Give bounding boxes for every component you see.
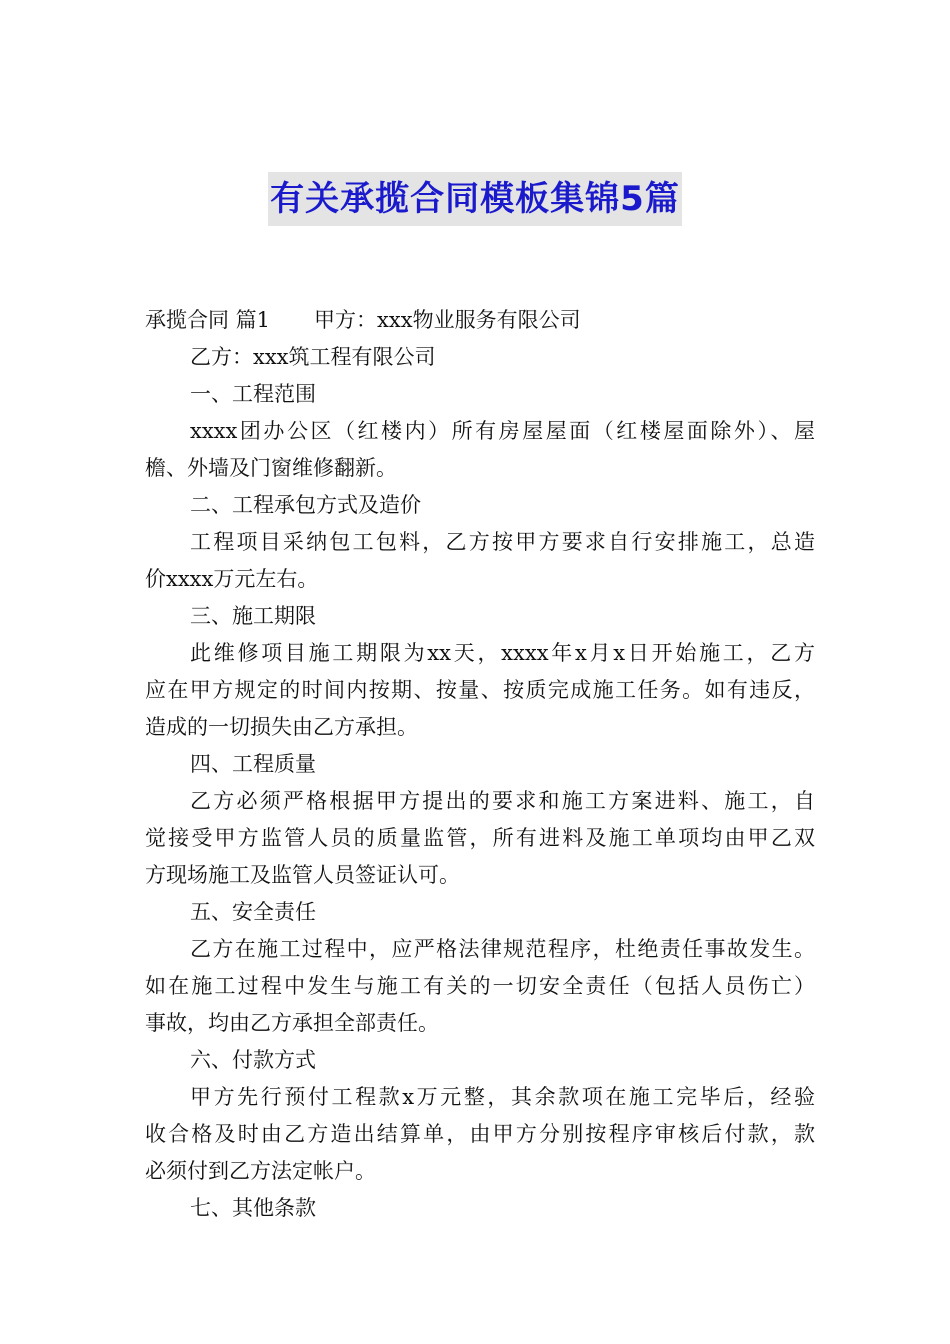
paragraph-line: 收合格及时由乙方造出结算单，由甲方分别按程序审核后付款，款	[145, 1122, 815, 1146]
section-heading: 七、其他条款	[190, 1196, 316, 1220]
section-heading: 四、工程质量	[190, 752, 316, 776]
paragraph-line: 造成的一切损失由乙方承担。	[145, 715, 418, 739]
document-title: 有关承揽合同模板集锦5篇	[268, 172, 682, 226]
paragraph-line: 甲方先行预付工程款x万元整，其余款项在施工完毕后，经验	[190, 1085, 815, 1109]
section-heading: 六、付款方式	[190, 1048, 316, 1072]
paragraph-line: 必须付到乙方法定帐户。	[145, 1159, 376, 1183]
document-body	[145, 302, 815, 1227]
section-heading: 一、工程范围	[190, 382, 316, 406]
contract-label: 承揽合同 篇1	[145, 308, 271, 332]
title-container	[0, 172, 950, 226]
paragraph-line: 乙方在施工过程中，应严格法律规范程序，杜绝责任事故发生。	[190, 937, 815, 961]
paragraph-line: 方现场施工及监管人员签证认可。	[145, 863, 460, 887]
party-a: 甲方：xxx物业服务有限公司	[314, 308, 581, 332]
section-heading: 三、施工期限	[190, 604, 316, 628]
paragraph-line: 乙方必须严格根据甲方提出的要求和施工方案进料、施工，自	[190, 789, 815, 813]
paragraph-line: 觉接受甲方监管人员的质量监管，所有进料及施工单项均由甲乙双	[145, 826, 815, 850]
paragraph-line: 此维修项目施工期限为xx天，xxxx年x月x日开始施工，乙方	[190, 641, 815, 665]
paragraph-line: 如在施工过程中发生与施工有关的一切安全责任（包括人员伤亡）	[145, 974, 815, 998]
paragraph-line: 工程项目采纳包工包料，乙方按甲方要求自行安排施工，总造	[190, 530, 815, 554]
section-heading: 二、工程承包方式及造价	[190, 493, 421, 517]
paragraph-line: 事故，均由乙方承担全部责任。	[145, 1011, 439, 1035]
section-heading: 五、安全责任	[190, 900, 316, 924]
paragraph-line: 檐、外墙及门窗维修翻新。	[145, 456, 397, 480]
party-b: 乙方：xxx筑工程有限公司	[190, 345, 436, 369]
paragraph-line: 应在甲方规定的时间内按期、按量、按质完成施工任务。如有违反，	[145, 678, 815, 702]
intro-line	[145, 302, 815, 339]
paragraph-line: xxxx团办公区（红楼内）所有房屋屋面（红楼屋面除外）、屋	[190, 419, 815, 443]
paragraph-line: 价xxxx万元左右。	[145, 567, 319, 591]
